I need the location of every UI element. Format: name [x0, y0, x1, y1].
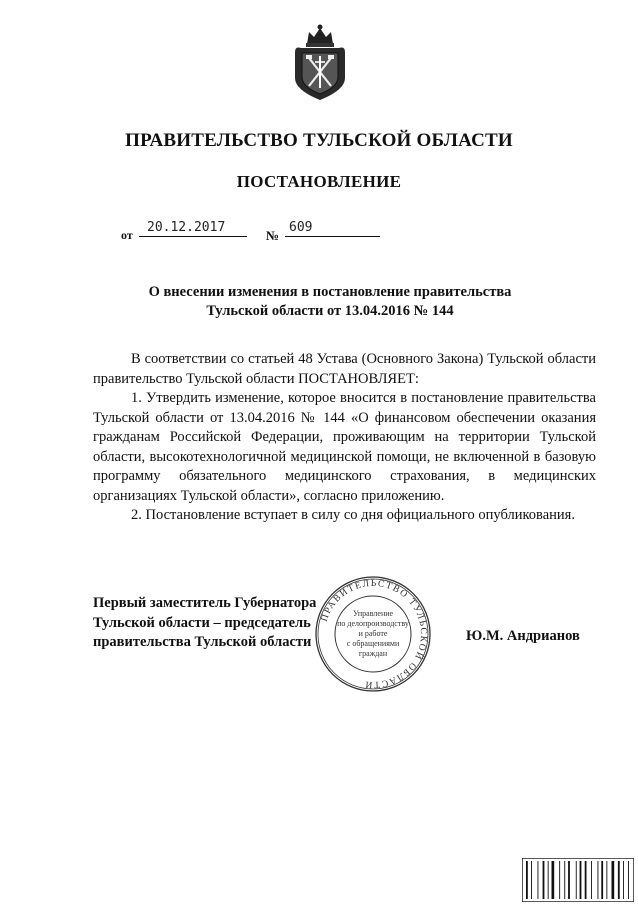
barcode-bar — [548, 861, 549, 899]
number-label: № — [266, 228, 280, 243]
stamp-inner-text: и работе — [358, 629, 388, 638]
stamp-inner-text: с обращениями — [346, 639, 400, 648]
stamp-inner-text: граждан — [358, 649, 388, 658]
document-date-number — [121, 220, 421, 242]
barcode-bar — [543, 861, 545, 899]
barcode — [522, 858, 634, 902]
barcode-bar — [585, 861, 587, 899]
coat-of-arms-emblem — [287, 22, 353, 102]
barcode-bar — [564, 861, 565, 899]
barcode-bar — [526, 861, 528, 899]
barcode-bar — [628, 861, 629, 899]
barcode-bar — [568, 861, 570, 899]
signatory-name: Ю.М. Андрианов — [466, 628, 580, 644]
document-number: 609 — [285, 220, 380, 237]
official-stamp — [314, 575, 432, 693]
position-line: Первый заместитель Губернатора — [93, 595, 317, 611]
barcode-bar — [580, 861, 582, 899]
barcode-bar — [598, 861, 599, 899]
barcode-bar — [576, 861, 577, 899]
body-paragraph: 1. Утвердить изменение, которое вносится в постановление правительства Тульской области от 13.04.2016 № 144 «О финансовом обеспечении оказания гражданам Российской Федерации, проживающим на территории Тульской области, высокотехнологичной медицинской помощи, не включенной в базовую программу обязательного медицинского страхования, в медицинских организациях Тульской области», согласно приложению. — [93, 390, 596, 504]
body-paragraph: 2. Постановление вступает в силу со дня официального опубликования. — [131, 507, 575, 523]
barcode-bar — [612, 861, 615, 899]
government-title: ПРАВИТЕЛЬСТВО ТУЛЬСКОЙ ОБЛАСТИ — [125, 130, 513, 151]
barcode-bar — [606, 861, 607, 899]
subject-line-1: О внесении изменения в постановление правительства — [148, 284, 512, 300]
barcode-bar — [531, 861, 532, 899]
document-date: 20.12.2017 — [139, 220, 247, 237]
barcode-bar — [559, 861, 560, 899]
barcode-bar — [601, 861, 603, 899]
barcode-bar — [623, 861, 624, 899]
position-line: Тульской области – председатель — [93, 614, 311, 631]
barcode-bar — [538, 861, 539, 899]
document-body — [93, 350, 596, 526]
stamp-ring-text: ПРАВИТЕЛЬСТВО ТУЛЬСКОЙ ОБЛАСТИ — [319, 578, 429, 690]
stamp-inner-text: Управление — [352, 609, 394, 618]
document-subject — [60, 283, 600, 321]
date-label: от — [121, 228, 133, 242]
body-paragraph: В соответствии со статьей 48 Устава (Основного Закона) Тульской области правительство Тульской области ПОСТАНОВЛЯЕТ: — [93, 351, 596, 387]
stamp-inner-text: по делопроизводству — [337, 619, 409, 628]
document-type-title: ПОСТАНОВЛЕНИЕ — [236, 172, 402, 191]
position-line: правительства Тульской области — [93, 634, 312, 650]
barcode-bar — [552, 861, 555, 899]
barcode-bar — [591, 861, 592, 899]
subject-line-2: Тульской области от 13.04.2016 № 144 — [206, 303, 454, 319]
barcode-bar — [618, 861, 620, 899]
signatory-position — [93, 594, 316, 653]
